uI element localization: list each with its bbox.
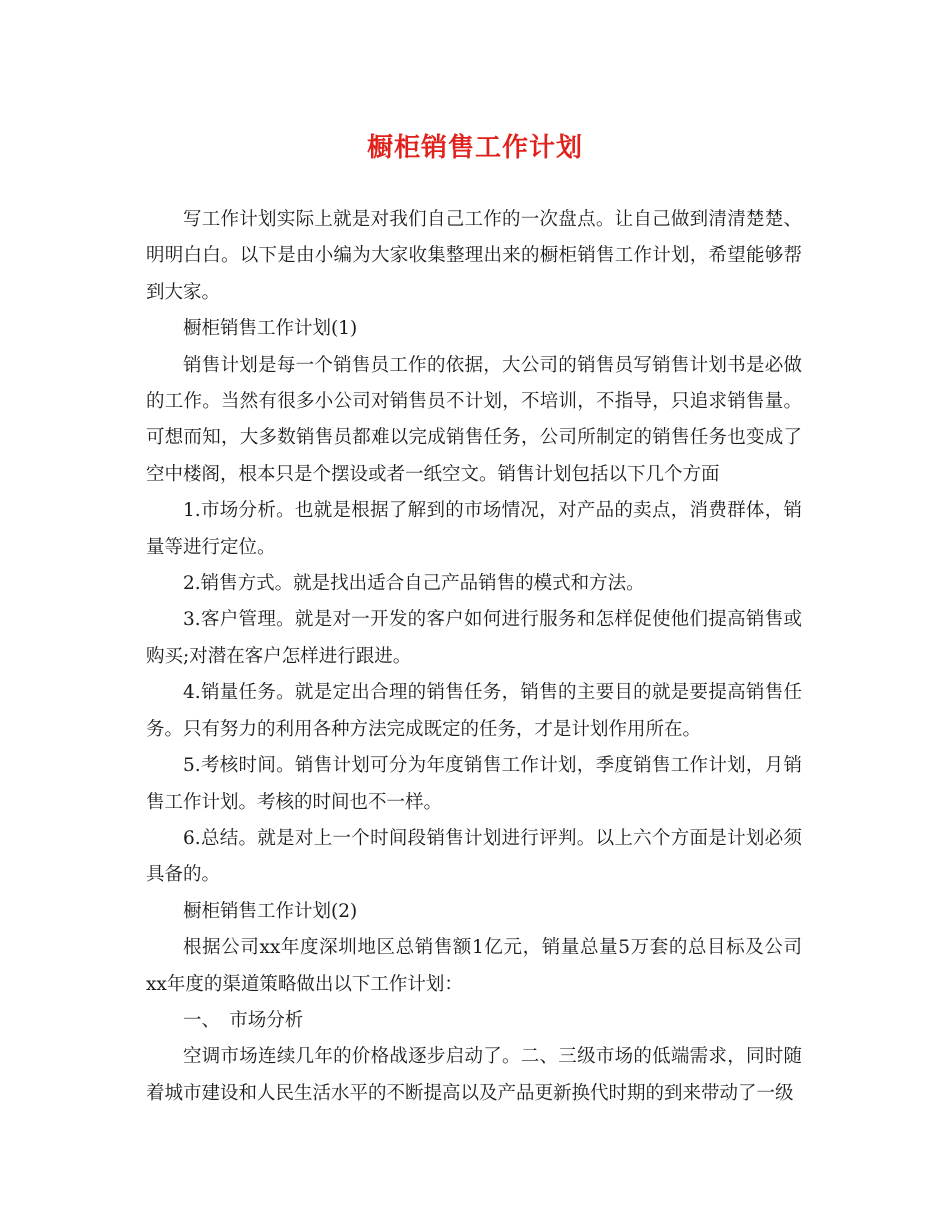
list-item-sales-method: 2.销售方式。就是找出适合自己产品销售的模式和方法。: [183, 573, 645, 595]
section-heading-plan-1: 橱柜销售工作计划(1): [183, 318, 358, 340]
list-item-market-analysis: 1.市场分析。也就是根据了解到的市场情况，对产品的卖点，消费群体，销量等进行定位。: [146, 500, 802, 558]
list-item-sales-target: 4.销量任务。就是定出合理的销售任务，销售的主要目的就是要提高销售任务。只有努力的利用各种方法完成既定的任务，才是计划作用所在。: [146, 682, 802, 740]
subsection-heading-market-analysis: 一、 市场分析: [183, 1009, 304, 1031]
body-paragraph: 空调市场连续几年的价格战逐步启动了。二、三级市场的低端需求，同时随着城市建设和人民生活水平的不断提高以及产品更新换代时期的到来带动了一级: [146, 1046, 802, 1104]
list-item-summary: 6.总结。就是对上一个时间段销售计划进行评判。以上六个方面是计划必须具备的。: [146, 827, 802, 886]
document-title: 橱柜销售工作计划: [366, 133, 583, 163]
body-paragraph: 根据公司xx年度深圳地区总销售额1亿元，销量总量5万套的总目标及公司xx年度的渠道策略做出以下工作计划：: [146, 937, 802, 995]
list-item-customer-management: 3.客户管理。就是对一开发的客户如何进行服务和怎样促使他们提高销售或购买;对潜在客户怎样进行跟进。: [146, 609, 802, 667]
body-paragraph: 销售计划是每一个销售员工作的依据，大公司的销售员写销售计划书是必做的工作。当然有很多小公司对销售员不计划，不培训，不指导，只追求销售量。可想而知，大多数销售员都难以完成销售任务，公司所制定的销售任务也变成了空中楼阁，根本只是个摆设或者一纸空文。销售计划包括以下几个方面: [146, 354, 802, 485]
intro-paragraph: 写工作计划实际上就是对我们自己工作的一次盘点。让自己做到清清楚楚、明明白白。以下是由小编为大家收集整理出来的橱柜销售工作计划，希望能够帮到大家。: [146, 209, 802, 303]
list-item-assessment-time: 5.考核时间。销售计划可分为年度销售工作计划，季度销售工作计划，月销售工作计划。考核的时间也不一样。: [146, 755, 802, 813]
document-body: [146, 202, 802, 1112]
section-heading-plan-2: 橱柜销售工作计划(2): [183, 900, 358, 922]
